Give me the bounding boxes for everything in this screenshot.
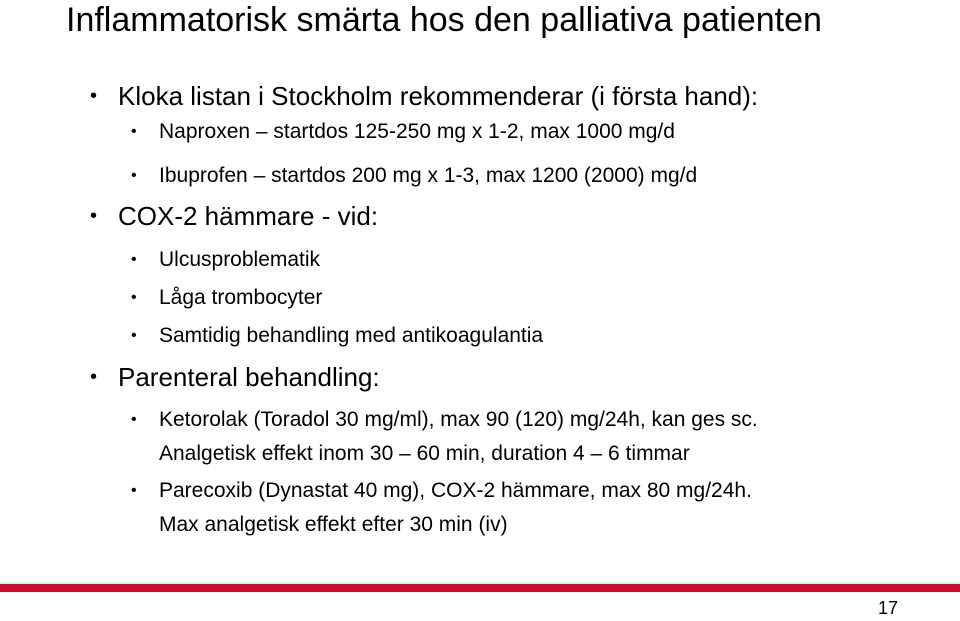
bullet-text: Låga trombocyter [159, 286, 323, 309]
bullet-text: Naproxen – startdos 125-250 mg x 1-2, max 1000 mg/d [159, 120, 675, 143]
slide-title: Inflammatorisk smärta hos den palliativa patienten [66, 1, 822, 39]
bullet-parenteral [90, 361, 380, 393]
bullet-text: COX-2 hämmare - vid: [118, 201, 379, 231]
bullet-trombocyter [131, 281, 323, 315]
bullet-dot: • [131, 123, 137, 140]
bullet-cox2 [90, 200, 379, 232]
bullet-antikoagulantia [131, 319, 544, 353]
bullet-parecoxib [131, 474, 752, 542]
bullet-text: Samtidig behandling med antikoagulantia [159, 324, 544, 347]
bullet-text-line: Max analgetisk effekt efter 30 min (iv) [159, 513, 508, 536]
bullet-dot: • [131, 167, 137, 184]
bullet-text-line: Ketorolak (Toradol 30 mg/ml), max 90 (120) mg/24h, kan ges sc. [159, 408, 758, 431]
bullet-dot: • [131, 289, 137, 306]
bullet-dot: • [131, 411, 137, 428]
bullet-ibuprofen [131, 159, 698, 193]
footer-divider [0, 582, 960, 592]
page-number: 17 [877, 598, 898, 618]
bullet-text: Ibuprofen – startdos 200 mg x 1-3, max 1200 (2000) mg/d [159, 164, 698, 187]
bullet-dot: • [131, 251, 137, 268]
bullet-kloka-listan [90, 80, 759, 112]
bullet-dot: • [90, 85, 98, 107]
bullet-text: Parenteral behandling: [118, 362, 380, 392]
bullet-naproxen [131, 115, 675, 149]
bullet-text-line: Analgetisk effekt inom 30 – 60 min, duration 4 – 6 timmar [159, 442, 690, 465]
bullet-ulcus [131, 243, 321, 277]
bullet-text-line: Parecoxib (Dynastat 40 mg), COX-2 hämmare, max 80 mg/24h. [159, 479, 752, 502]
bullet-ketorolak [131, 403, 758, 471]
bullet-dot: • [90, 366, 98, 388]
bullet-text: Kloka listan i Stockholm rekommenderar (i första hand): [118, 81, 759, 111]
bullet-dot: • [131, 327, 137, 344]
bullet-dot: • [90, 205, 98, 227]
bullet-text: Ulcusproblematik [159, 248, 321, 271]
bullet-dot: • [131, 482, 137, 499]
